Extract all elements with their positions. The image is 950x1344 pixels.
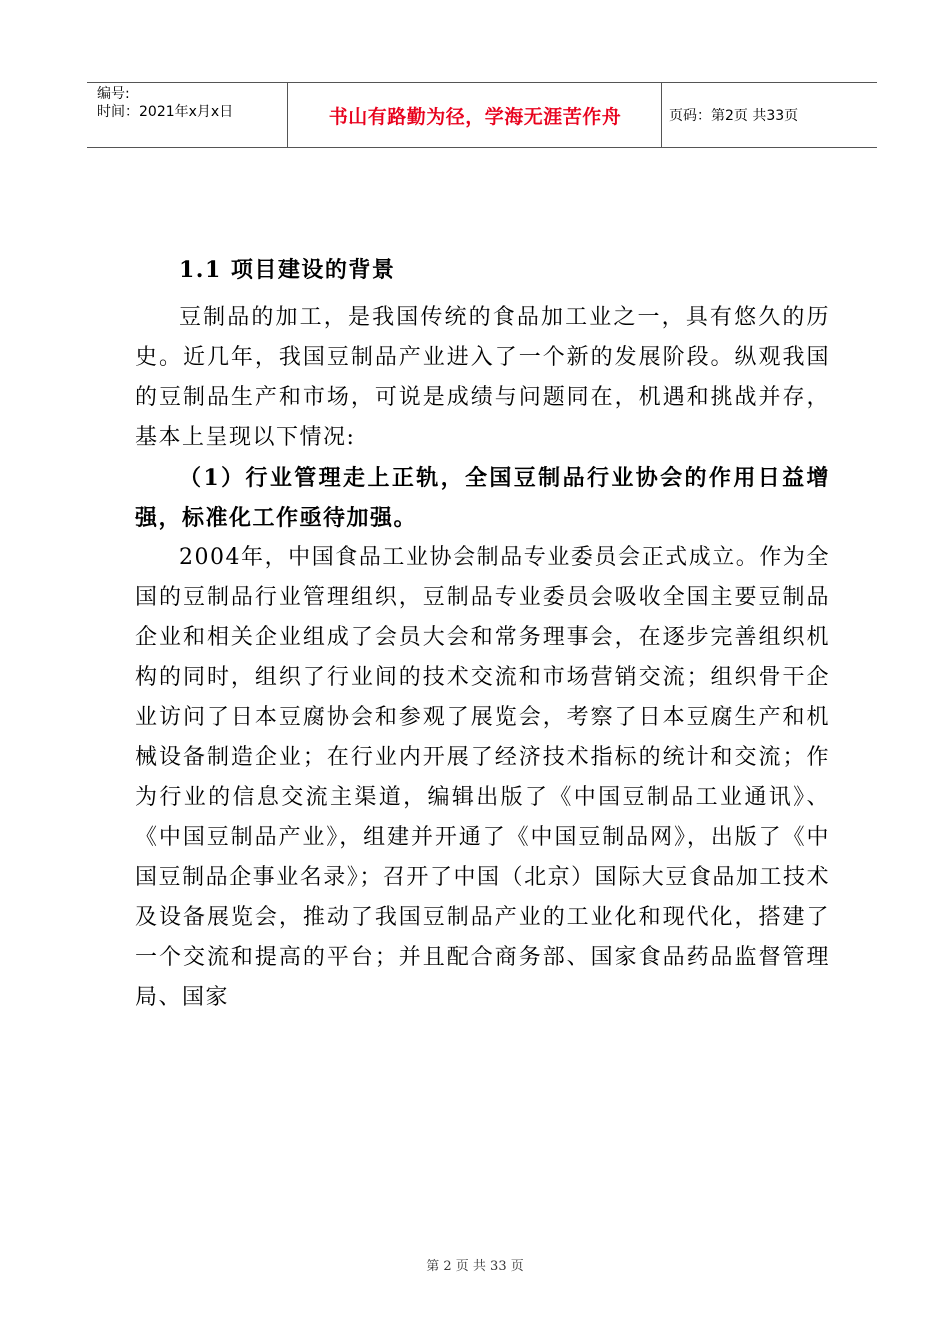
- serial-label: 编号:: [97, 86, 130, 102]
- bold-paragraph: （1）行业管理走上正轨，全国豆制品行业协会的作用日益增强，标准化工作亟待加强。: [135, 465, 830, 531]
- time-label: 时间：2021年x月x日: [97, 104, 234, 120]
- document-body: [135, 250, 830, 1018]
- header-divider: [661, 83, 662, 147]
- section-heading: 1.1 项目建设的背景: [179, 257, 396, 283]
- header-page-info: 页码：第2页 共33页: [669, 108, 799, 124]
- header-divider: [287, 83, 288, 147]
- header-motto: 书山有路勤为径，学海无涯苦作舟: [328, 105, 622, 128]
- header-meta: [97, 85, 287, 121]
- page-header: [87, 82, 877, 148]
- paragraph: 豆制品的加工，是我国传统的食品加工业之一，具有悠久的历史。近几年，我国豆制品产业进入了一个新的发展阶段。纵观我国的豆制品生产和市场，可说是成绩与问题同在，机遇和挑战并存，基本上呈现以下情况:: [135, 305, 830, 450]
- page-footer: 第 2 页 共 33 页: [426, 1259, 524, 1274]
- paragraph: 2004年，中国食品工业协会制品专业委员会正式成立。作为全国的豆制品行业管理组织，豆制品专业委员会吸收全国主要豆制品企业和相关企业组成了会员大会和常务理事会，在逐步完善组织机构的同时，组织了行业间的技术交流和市场营销交流；组织骨干企业访问了日本豆腐协会和参观了展览会，考察了日本豆腐生产和机械设备制造企业；在行业内开展了经济技术指标的统计和交流；作为行业的信息交流主渠道，编辑出版了《中国豆制品工业通讯》、《中国豆制品产业》，组建并开通了《中国豆制品网》，出版了《中国豆制品企事业名录》；召开了中国（北京）国际大豆食品加工技术及设备展览会，推动了我国豆制品产业的工业化和现代化，搭建了一个交流和提高的平台；并且配合商务部、国家食品药品监督管理局、国家: [135, 545, 830, 1010]
